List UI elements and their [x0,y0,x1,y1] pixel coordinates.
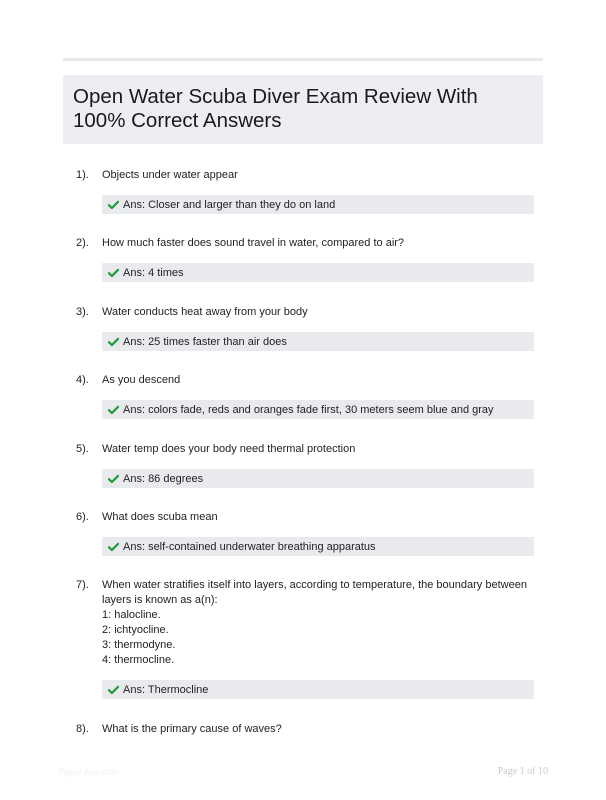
question-text [102,373,542,388]
question-number: 4). [76,374,89,386]
answer-box [102,332,534,351]
check-icon [108,474,119,484]
question-line: As you descend [102,374,181,386]
page-number: Page 1 of 10 [497,766,548,777]
question-item [63,722,543,737]
question-line: Water temp does your body need thermal protection [102,443,356,455]
answer-box [102,469,534,488]
question-line: What is the primary cause of waves? [102,723,282,735]
question-number: 6). [76,511,89,523]
question-text [102,168,542,183]
question-text [102,578,542,668]
question-line: When water stratifies itself into layers, according to temperature, the boundary between [102,579,527,591]
answer-box [102,195,534,214]
question-item [63,305,543,351]
question-number: 2). [76,237,89,249]
question-line: Objects under water appear [102,169,238,181]
question-number: 7). [76,579,89,591]
question-option: 2: ichtyocline. [102,624,169,636]
question-option: 4: thermocline. [102,654,175,666]
check-icon [108,685,119,695]
question-item [63,578,543,699]
question-line: layers is known as a(n): [102,594,218,606]
question-number: 1). [76,169,89,181]
question-option: 3: thermodyne. [102,639,176,651]
check-icon [108,200,119,210]
question-text [102,722,542,737]
check-icon [108,268,119,278]
answer-text: Ans: 25 times faster than air does [123,335,287,348]
answer-box [102,537,534,556]
answer-text: Ans: 4 times [123,266,184,279]
question-item [63,236,543,282]
question-line: Water conducts heat away from your body [102,306,308,318]
question-text [102,442,542,457]
top-divider [63,58,543,61]
answer-box [102,263,534,282]
footer-watermark: Paper Ace.com [58,767,120,777]
check-icon [108,405,119,415]
question-number: 3). [76,306,89,318]
check-icon [108,542,119,552]
answer-text: Ans: Thermocline [123,683,209,696]
question-line: How much faster does sound travel in water, compared to air? [102,237,405,249]
question-item [63,442,543,488]
check-icon [108,337,119,347]
question-item [63,510,543,556]
question-text [102,510,542,525]
answer-box [102,680,534,699]
title-banner [63,75,543,144]
page-title: Open Water Scuba Diver Exam Review With 100% Correct Answers [73,85,478,132]
question-number: 8). [76,723,89,735]
question-text [102,305,542,320]
answer-text: Ans: 86 degrees [123,472,204,485]
question-text [102,236,542,251]
answer-text: Ans: Closer and larger than they do on land [123,198,336,211]
question-item [63,168,543,214]
question-line: What does scuba mean [102,511,218,523]
question-item [63,373,543,419]
answer-text: Ans: self-contained underwater breathing apparatus [123,540,376,553]
answer-box [102,400,534,419]
question-option: 1: halocline. [102,609,161,621]
answer-text: Ans: colors fade, reds and oranges fade first, 30 meters seem blue and gray [123,403,494,416]
question-number: 5). [76,443,89,455]
